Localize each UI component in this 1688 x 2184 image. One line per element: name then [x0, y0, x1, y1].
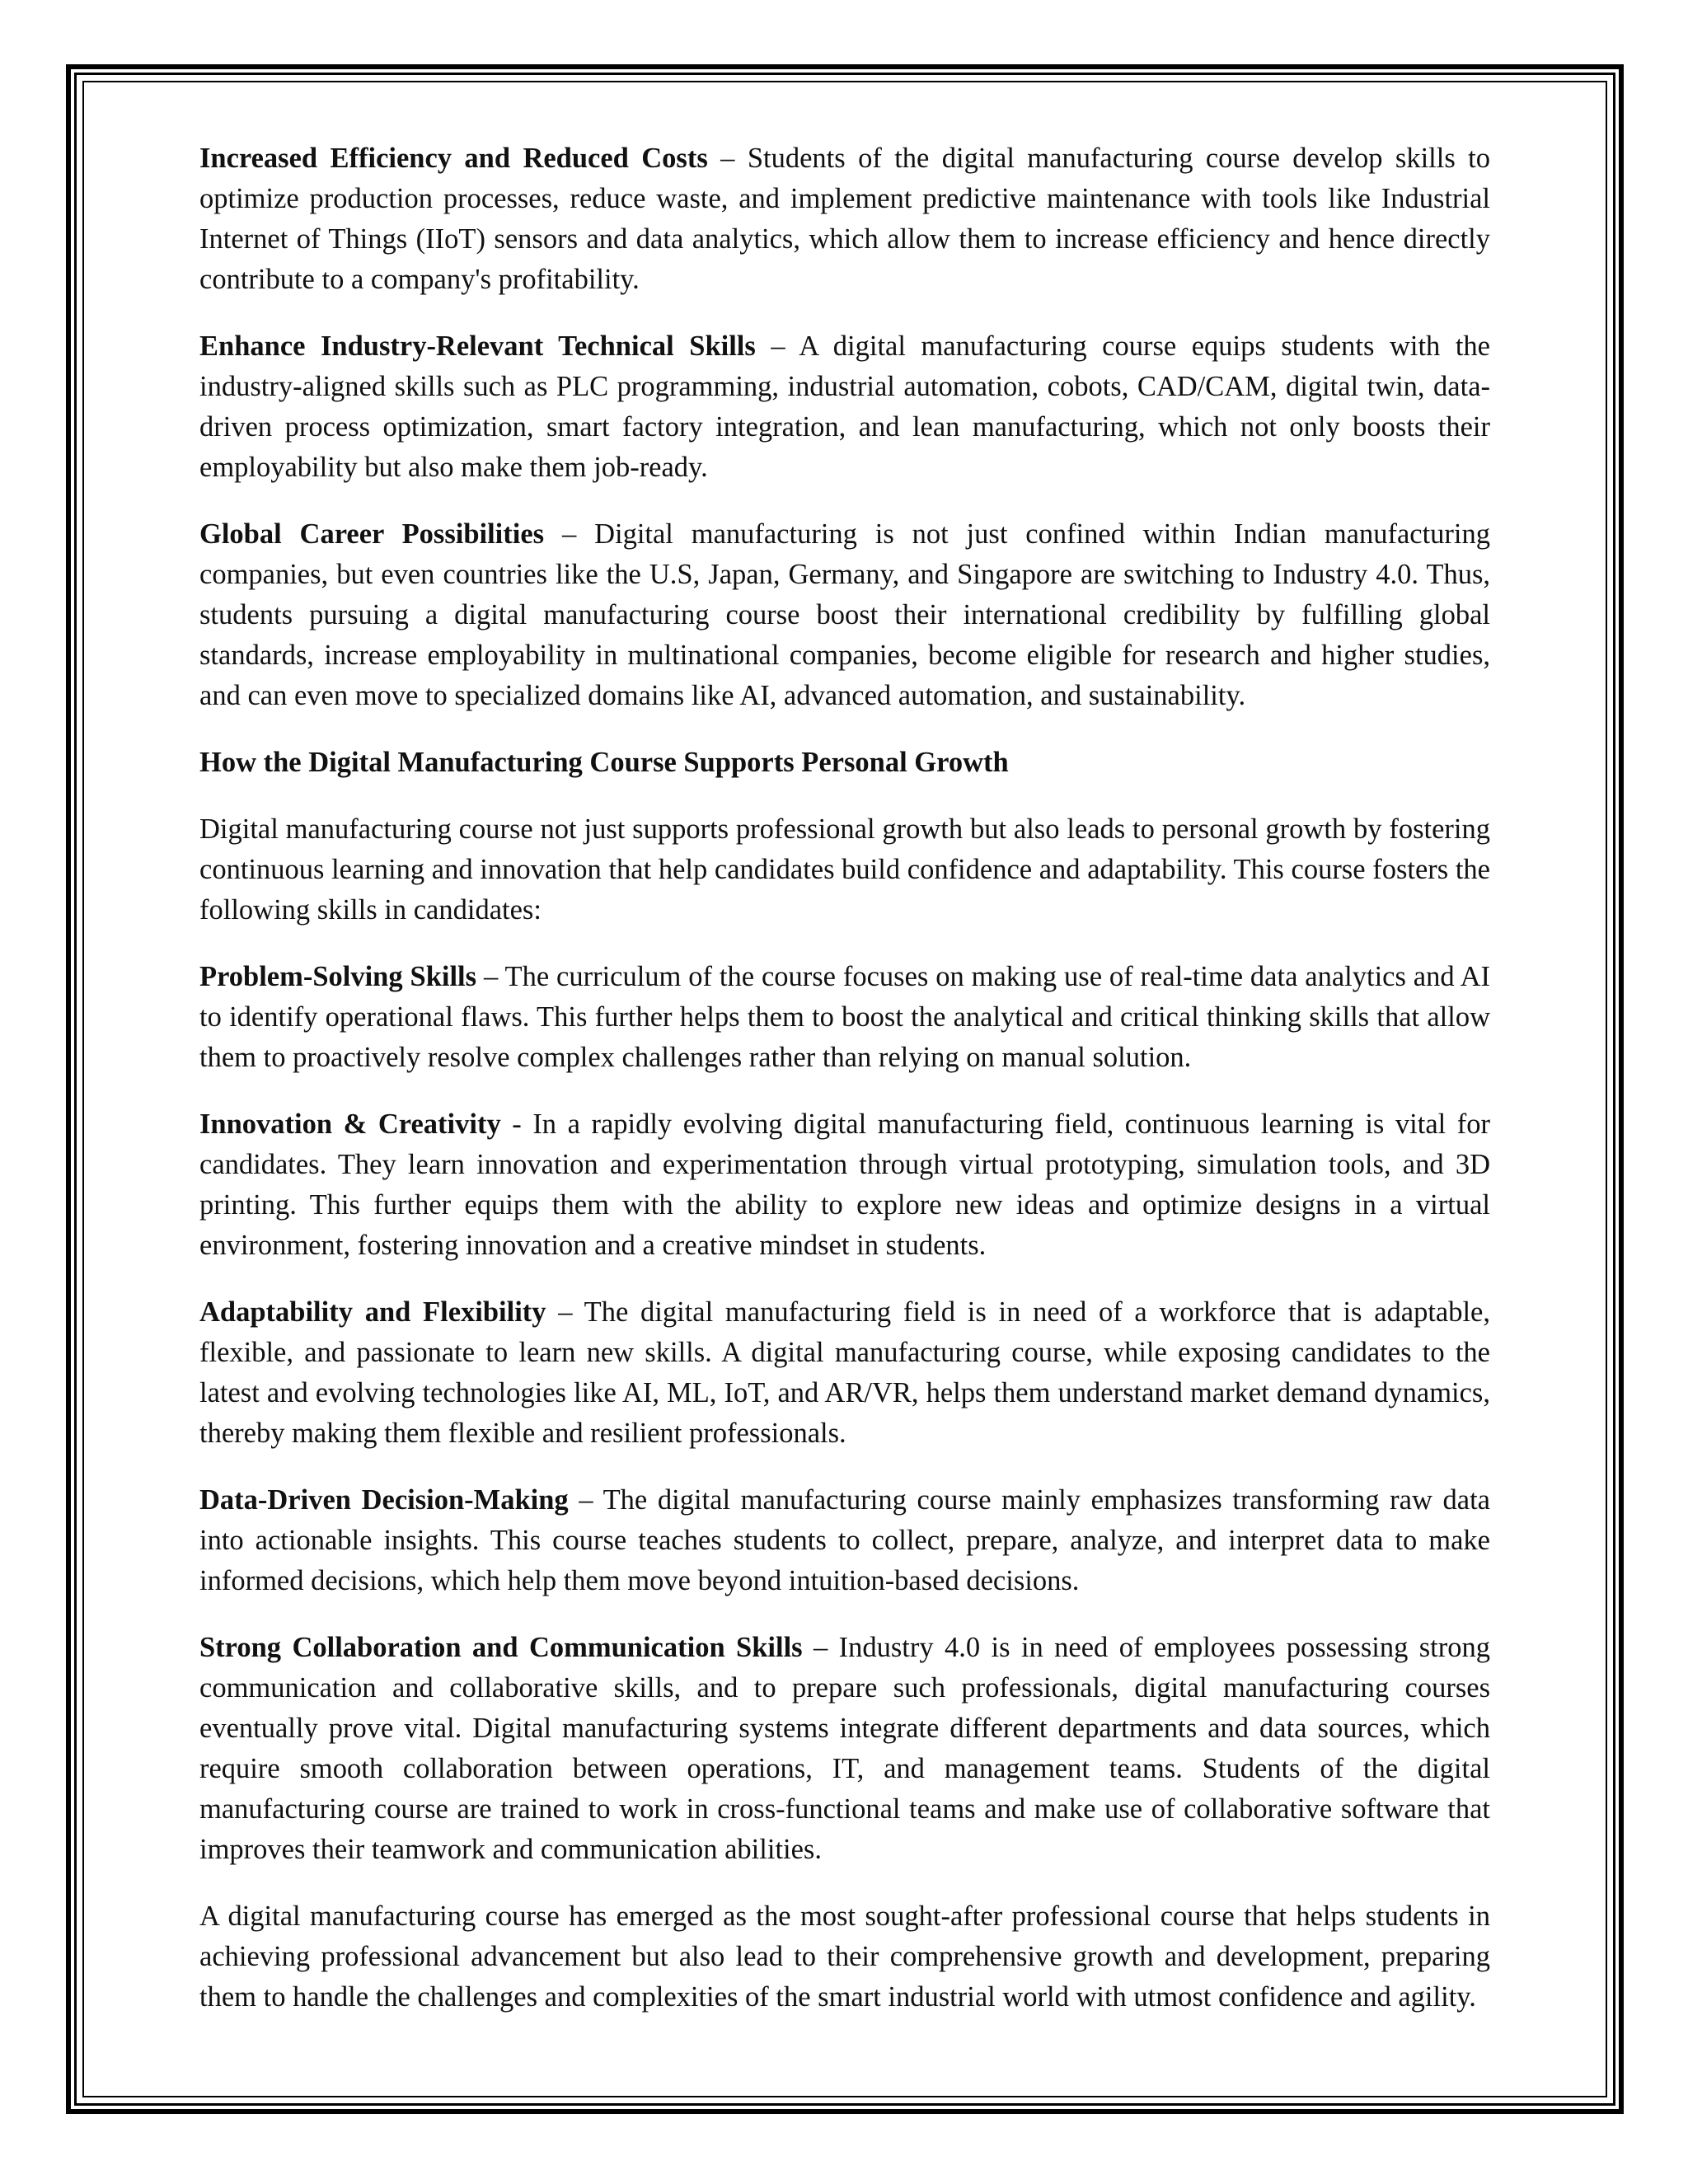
document-body	[199, 138, 1490, 2044]
separator: –	[546, 1296, 584, 1328]
paragraph-text: Digital manufacturing is not just confined within Indian manufacturing companies, but even countries like the U.S, Japan, Germany, and Singapore are switching to Industry 4.0. Thus, students pursuing a digital manufacturing course boost their international credibility by fulfilling global standards, increase employability in multinational companies, become eligible for research and higher studies, and can even move to specialized domains like AI, advanced automation, and sustainability.	[199, 518, 1490, 711]
skill-title: Strong Collaboration and Communication Skills	[199, 1632, 803, 1663]
skill-title: Adaptability and Flexibility	[199, 1296, 546, 1328]
skill-problem-solving	[199, 957, 1490, 1078]
skill-title: Data-Driven Decision-Making	[199, 1484, 569, 1516]
skill-collaboration	[199, 1628, 1490, 1870]
paragraph-title: Global Career Possibilities	[199, 518, 545, 550]
paragraph-technical-skills	[199, 326, 1490, 488]
separator: –	[707, 143, 748, 174]
section-heading: How the Digital Manufacturing Course Supports Personal Growth	[199, 747, 1009, 778]
separator: –	[568, 1484, 603, 1516]
paragraph-text: A digital manufacturing course equips students with the industry-aligned skills such as PLC programming, industrial automation, cobots, CAD/CAM, digital twin, data-driven process optimization, smart factory integration, and lean manufacturing, which not only boosts their employability but also make them job-ready.	[199, 330, 1490, 483]
skill-text: The digital manufacturing course mainly emphasizes transforming raw data into actionable insights. This course teaches students to collect, prepare, analyze, and interpret data to make informed decisions, which help them move beyond intuition-based decisions.	[199, 1484, 1490, 1596]
skill-adaptability	[199, 1292, 1490, 1454]
paragraph-global-career	[199, 514, 1490, 716]
paragraph-title: Enhance Industry-Relevant Technical Skills	[199, 330, 756, 362]
skill-title: Innovation & Creativity	[199, 1108, 501, 1140]
paragraph-text: Students of the digital manufacturing course develop skills to optimize production processes, reduce waste, and implement predictive maintenance with tools like Industrial Internet of Things (IIoT) sensors and data analytics, which allow them to increase efficiency and hence directly contribute to a company's profitability.	[199, 143, 1490, 295]
paragraph-title: Increased Efficiency and Reduced Costs	[199, 143, 708, 174]
separator: –	[544, 518, 595, 550]
separator: –	[755, 330, 799, 362]
skill-text: The digital manufacturing field is in need of a workforce that is adaptable, flexible, and passionate to learn new skills. A digital manufacturing course, while exposing candidates to the latest and evolving technologies like AI, ML, IoT, and AR/VR, helps them understand market demand dynamics, thereby making them flexible and resilient professionals.	[199, 1296, 1490, 1449]
skill-text: In a rapidly evolving digital manufacturing field, continuous learning is vital for candidates. They learn innovation and experimentation through virtual prototyping, simulation tools, and 3D printing. This further equips them with the ability to explore new ideas and optimize designs in a virtual environment, fostering innovation and a creative mindset in students.	[199, 1108, 1490, 1261]
separator: –	[476, 961, 505, 992]
paragraph-efficiency	[199, 138, 1490, 300]
skill-title: Problem-Solving Skills	[199, 961, 477, 992]
skill-text: The curriculum of the course focuses on making use of real-time data analytics and AI to identify operational flaws. This further helps them to boost the analytical and critical thinking skills that allow them to proactively resolve complex challenges rather than relying on manual solution.	[199, 961, 1490, 1073]
conclusion-paragraph: A digital manufacturing course has emerged as the most sought-after professional course that helps students in achieving professional advancement but also lead to their comprehensive growth and development, preparing them to handle the challenges and complexities of the smart industrial world with utmost confidence and agility.	[199, 1900, 1490, 2013]
skill-data-driven	[199, 1480, 1490, 1601]
skill-innovation	[199, 1104, 1490, 1266]
intro-paragraph: Digital manufacturing course not just supports professional growth but also leads to personal growth by fostering continuous learning and innovation that help candidates build confidence and adaptability. This course fosters the following skills in candidates:	[199, 813, 1490, 926]
separator: -	[500, 1108, 533, 1140]
separator: –	[802, 1632, 839, 1663]
skill-text: Industry 4.0 is in need of employees possessing strong communication and collaborative skills, and to prepare such professionals, digital manufacturing courses eventually prove vital. Digital manufacturing systems integrate different departments and data sources, which require smooth collaboration between operations, IT, and management teams. Students of the digital manufacturing course are trained to work in cross-functional teams and make use of collaborative software that improves their teamwork and communication abilities.	[199, 1632, 1491, 1865]
